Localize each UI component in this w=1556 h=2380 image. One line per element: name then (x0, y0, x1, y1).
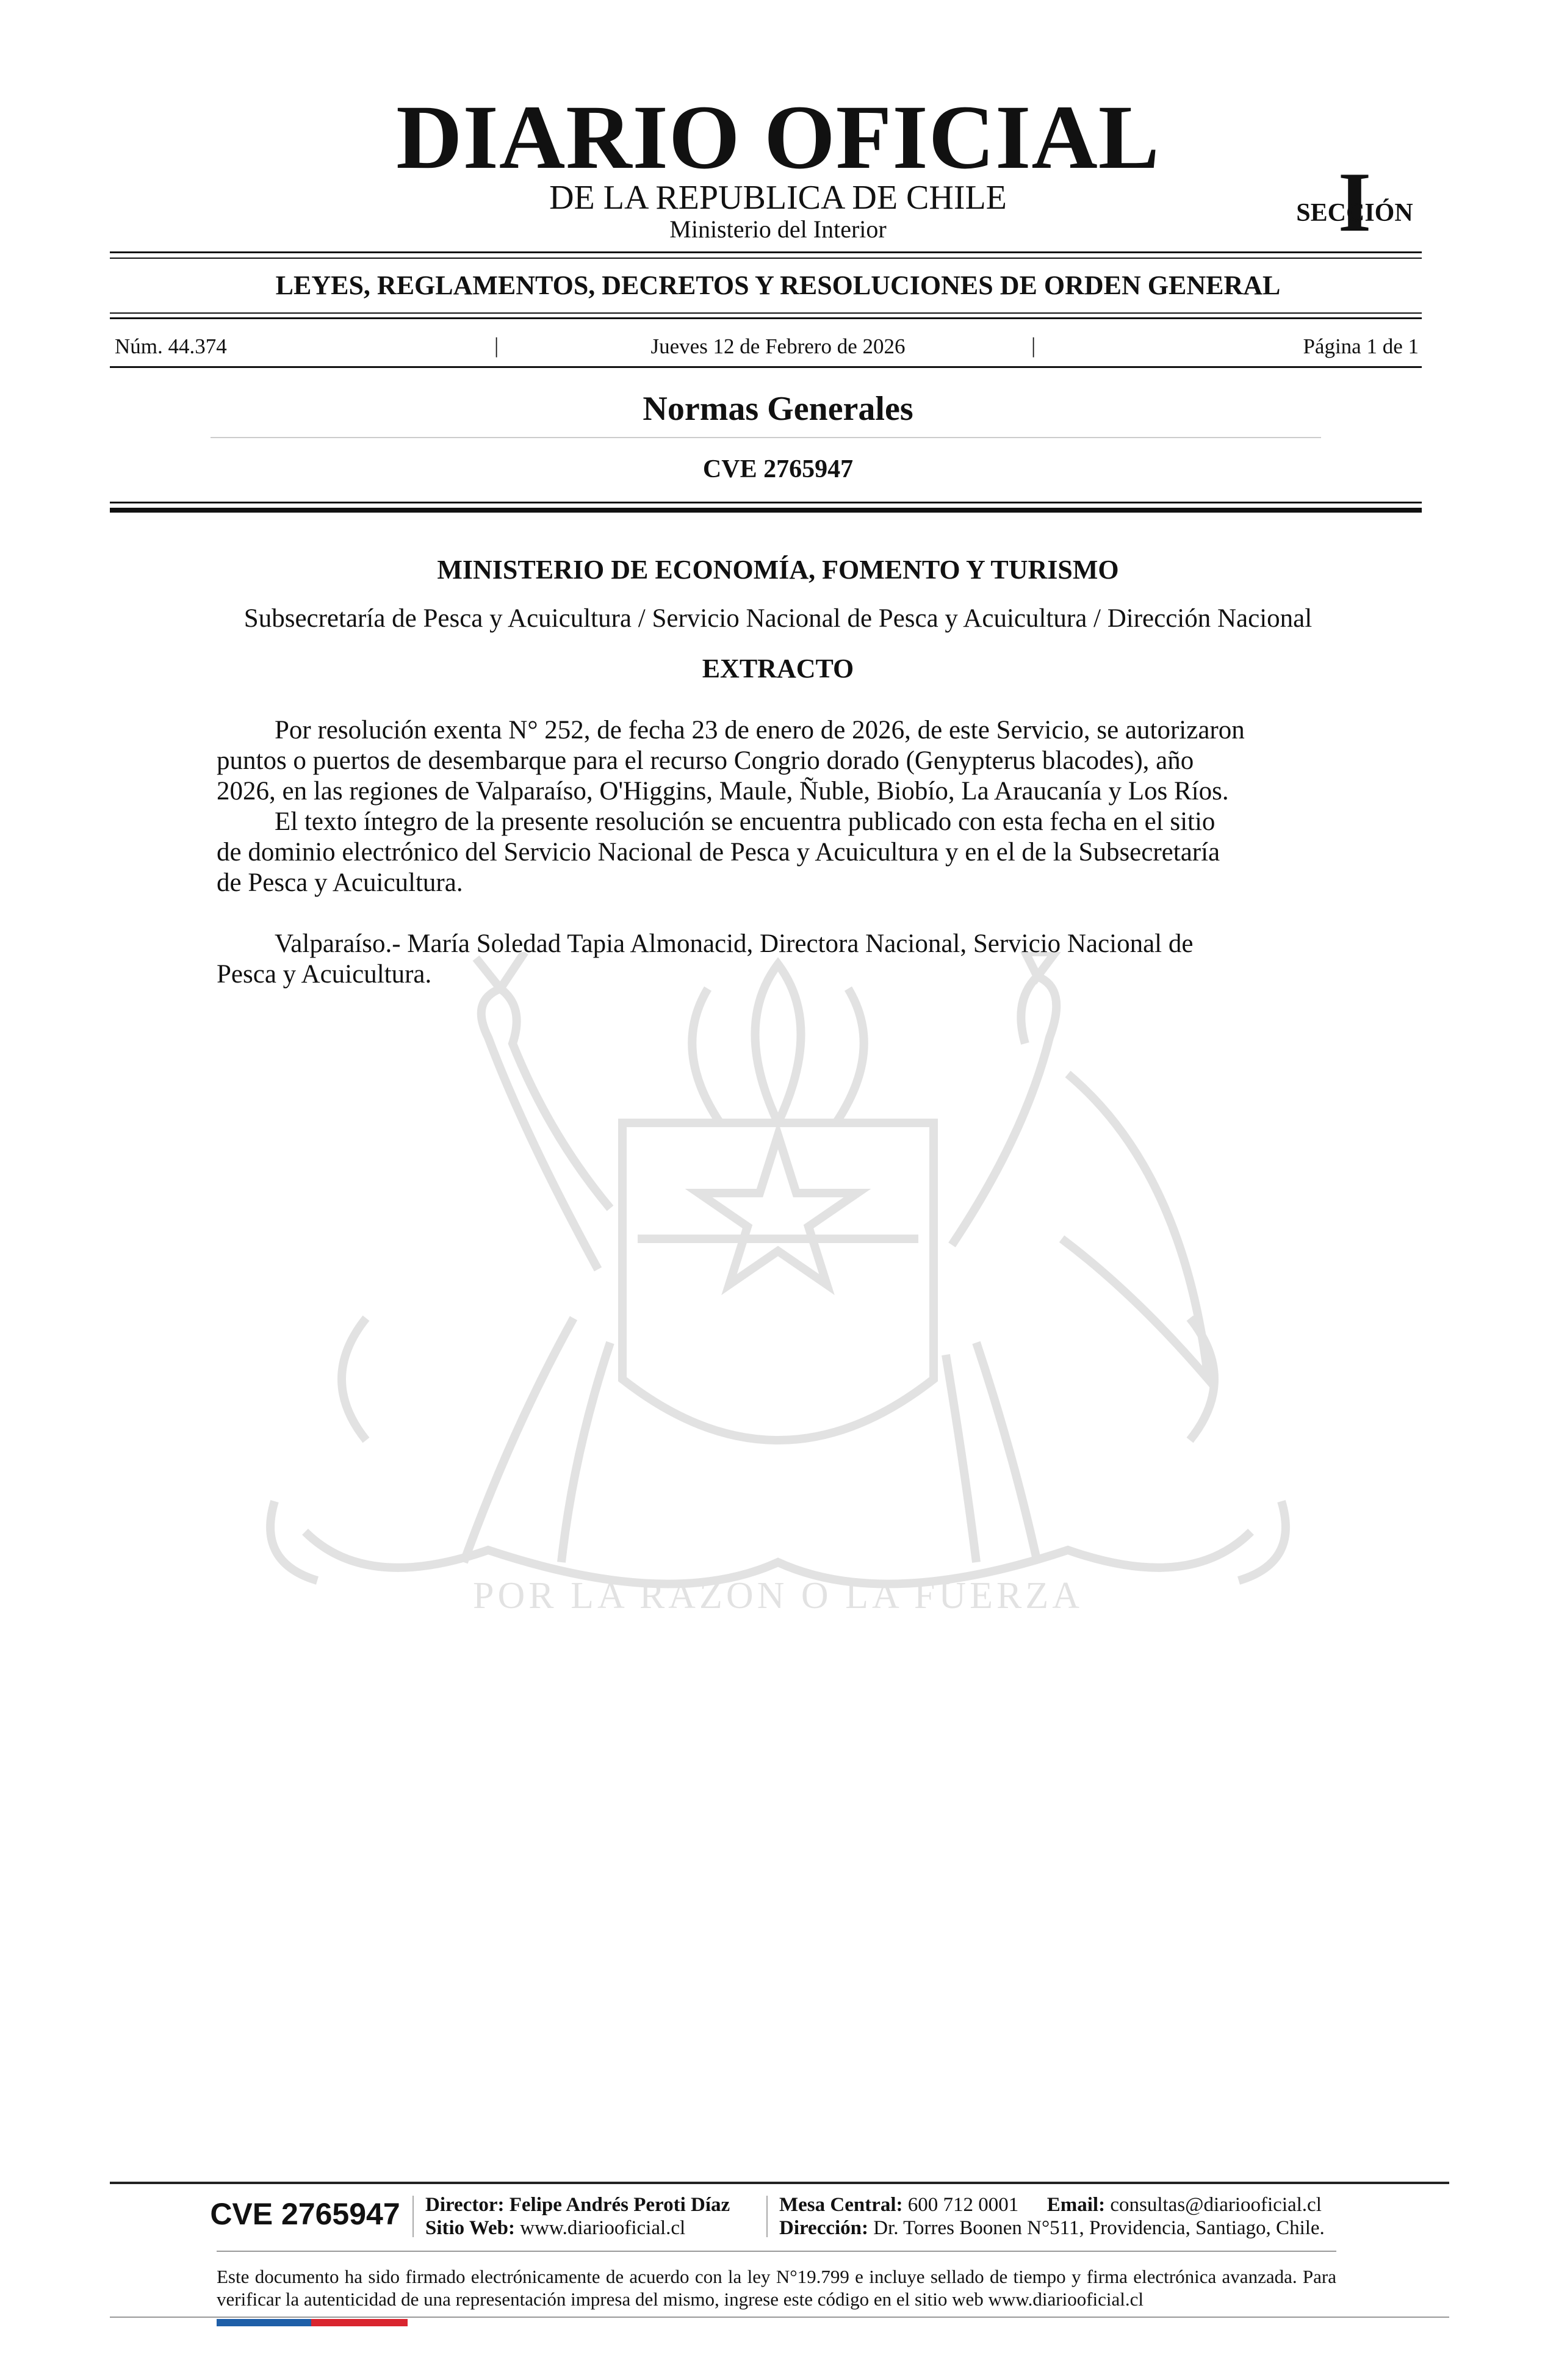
paragraph-line: Valparaíso.- María Soledad Tapia Almonacid, Directora Nacional, Servicio Nacional de (275, 929, 1194, 958)
band-rule-bottom-inner (110, 312, 1422, 314)
paragraph-line: de Pesca y Acuicultura. (217, 868, 463, 897)
cve-code: CVE 2765947 (702, 455, 854, 483)
issue-separator: | (1031, 333, 1036, 358)
footer-rule (110, 2182, 1449, 2184)
web-label: Sitio Web: (425, 2217, 516, 2239)
section-label: SECCIÓN (1296, 199, 1413, 227)
paragraph-line: Pesca y Acuicultura. (217, 960, 432, 989)
band-rule-bottom (110, 317, 1422, 319)
category-divider (211, 437, 1321, 438)
email-link[interactable]: consultas@diariooficial.cl (1110, 2194, 1322, 2216)
footer-separator (766, 2196, 768, 2237)
director-value: Felipe Andrés Peroti Díaz (509, 2194, 730, 2216)
issue-date: Jueves 12 de Febrero de 2026 (650, 334, 906, 358)
flag-stripe-red (311, 2319, 408, 2326)
address-label: Dirección: (779, 2217, 869, 2239)
footer-director (425, 2195, 730, 2215)
header-rule-top (110, 251, 1422, 253)
address-value: Dr. Torres Boonen N°511, Providencia, Santiago, Chile. (873, 2217, 1325, 2239)
footer-website (425, 2218, 685, 2238)
paragraph-line: El texto íntegro de la presente resolución se encuentra publicado con esta fecha en el sitio (275, 807, 1216, 836)
ministry-name: MINISTERIO DE ECONOMÍA, FOMENTO Y TURISMO (437, 555, 1119, 585)
issue-page: Página 1 de 1 (1303, 334, 1419, 358)
web-link[interactable]: www.diariooficial.cl (520, 2217, 686, 2239)
coat-of-arms-watermark (183, 952, 1373, 1684)
band-title: LEYES, REGLAMENTOS, DECRETOS Y RESOLUCIONES DE ORDEN GENERAL (275, 270, 1281, 300)
watermark-motto: POR LA RAZON O LA FUERZA (472, 1575, 1084, 1617)
footer-divider (217, 2251, 1336, 2252)
issue-rule (110, 366, 1422, 368)
section-number: I (1338, 155, 1372, 250)
signature-paragraph (217, 929, 1336, 990)
masthead-subtitle: DE LA REPUBLICA DE CHILE (549, 179, 1007, 217)
footer-legal-notice: Este documento ha sido firmado electrónicamente de acuerdo con la ley N°19.799 e incluye sellado de tiempo y firma electrónica avanzada. Para verificar la autenticidad de una representación impresa del mismo, ingrese este código en el sitio web www.diariooficial.cl (217, 2266, 1336, 2310)
header-rule-top-inner (110, 258, 1422, 259)
cve-rule-thick (110, 508, 1422, 513)
paragraph-line: Por resolución exenta N° 252, de fecha 23 de enero de 2026, de este Servicio, se autorizaron (275, 716, 1245, 745)
paragraph-line: puntos o puertos de desembarque para el recurso Congrio dorado (Genypterus blacodes), año (217, 746, 1194, 775)
flag-stripe-blue (217, 2319, 311, 2326)
masthead-title: DIARIO OFICIAL (396, 87, 1160, 188)
subsecretaria: Subsecretaría de Pesca y Acuicultura / Servicio Nacional de Pesca y Acuicultura / Dirección Nacional (243, 604, 1313, 633)
footer-bottom-rule (110, 2317, 1449, 2318)
extract-paragraph-2 (217, 807, 1336, 898)
extract-heading: EXTRACTO (702, 654, 854, 683)
footer-address (779, 2218, 1325, 2238)
footer-cve-code: CVE 2765947 (210, 2197, 400, 2231)
footer-mesa-central (779, 2195, 1322, 2215)
issue-separator: | (494, 333, 499, 358)
footer-separator (412, 2196, 414, 2237)
paragraph-line: 2026, en las regiones de Valparaíso, O'Higgins, Maule, Ñuble, Biobío, La Araucanía y Los Ríos. (217, 777, 1229, 806)
mesa-label: Mesa Central: (779, 2194, 903, 2216)
extract-paragraph-1 (217, 715, 1336, 807)
masthead-ministry: Ministerio del Interior (669, 215, 887, 243)
email-label: Email: (1046, 2194, 1106, 2216)
paragraph-line: de dominio electrónico del Servicio Nacional de Pesca y Acuicultura y en el de la Subsecretaría (217, 838, 1220, 867)
mesa-value: 600 712 0001 (907, 2194, 1019, 2216)
issue-number: Núm. 44.374 (115, 334, 227, 358)
director-label: Director: (425, 2194, 505, 2216)
cve-rule-thin (110, 502, 1422, 503)
category-title: Normas Generales (643, 390, 913, 428)
